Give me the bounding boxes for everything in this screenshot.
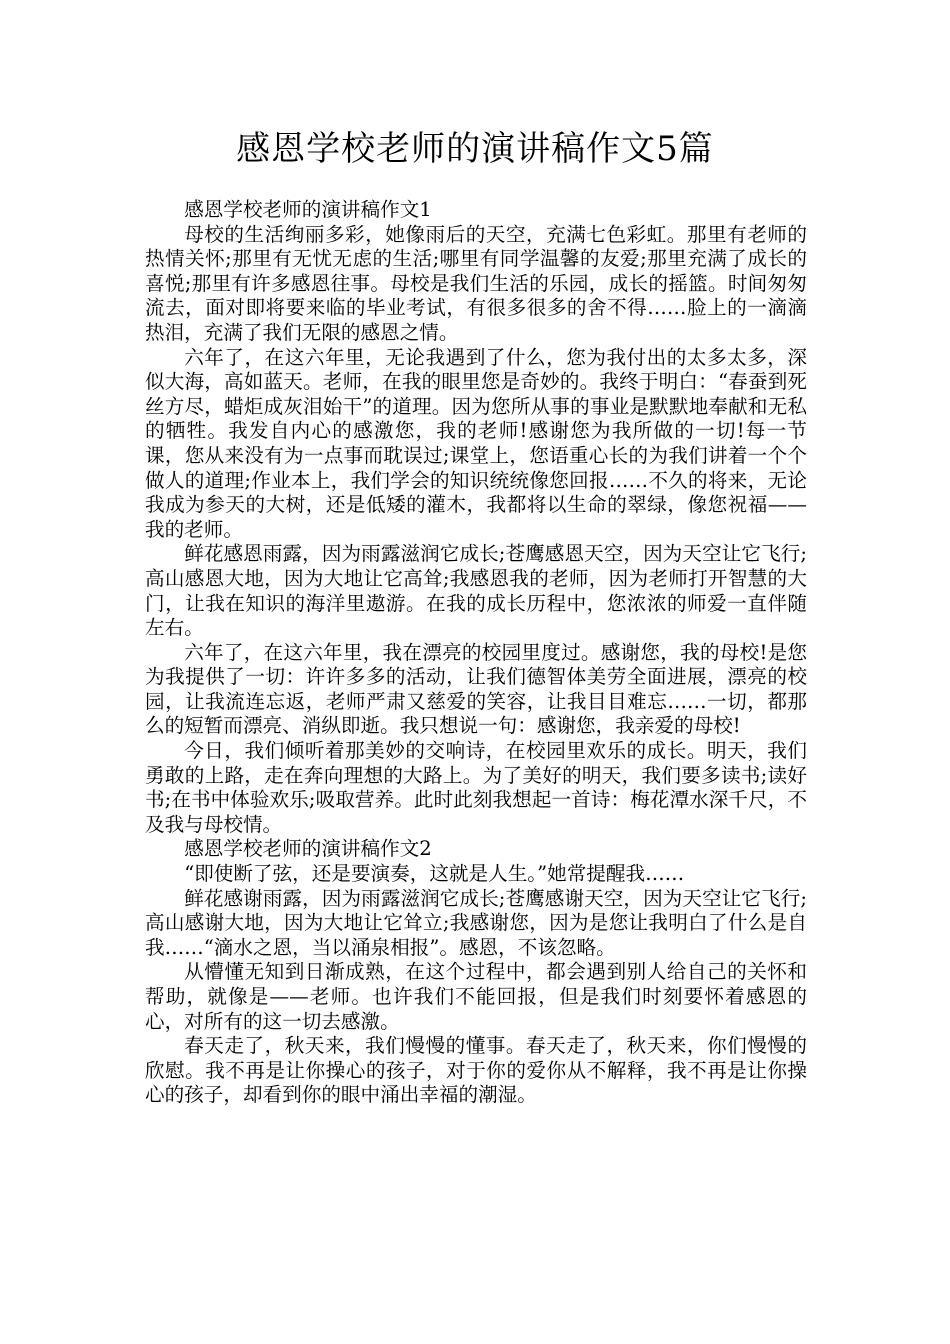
section-heading-2: 感恩学校老师的演讲稿作文2 [184, 837, 432, 861]
document-body [145, 198, 807, 1108]
paragraph: 春天走了，秋天来，我们慢慢的懂事。春天走了，秋天来，你们慢慢的欣慰。我不再是让你操心的孩子，对于你的爱你从不解释，我不再是让你操心的孩子，却看到你的眼中涌出幸福的潮湿。 [145, 1034, 807, 1107]
paragraph: 六年了，在这六年里，无论我遇到了什么，您为我付出的太多太多，深似大海，高如蓝天。老师，在我的眼里您是奇妙的。我终于明白：“春蚕到死丝方尽，蜡炬成灰泪始干”的道理。因为您所从事的事业是默默地奉献和无私的牺牲。我发自内心的感激您，我的老师!感谢您为我所做的一切!每一节课，您从来没有为一点事而耽误过;课堂上，您语重心长的为我们讲着一个个做人的道理;作业本上，我们学会的知识统统像您回报……不久的将来，无论我成为参天的大树，还是低矮的灌木，我都将以生命的翠绿，像您祝福——我的老师。 [145, 345, 807, 541]
document-title: 感恩学校老师的演讲稿作文5篇 [236, 129, 714, 169]
paragraph: 六年了，在这六年里，我在漂亮的校园里度过。感谢您，我的母校!是您为我提供了一切：许许多多的活动，让我们德智体美劳全面进展，漂亮的校园，让我流连忘返，老师严肃又慈爱的笑容，让我目目难忘……一切，都那么的短暂而漂亮、消纵即逝。我只想说一句：感谢您，我亲爱的母校! [145, 640, 807, 738]
paragraph: 从懵懂无知到日渐成熟，在这个过程中，都会遇到别人给自己的关怀和帮助，就像是——老师。也许我们不能回报，但是我们时刻要怀着感恩的心，对所有的这一切去感激。 [145, 960, 807, 1033]
paragraph: 母校的生活绚丽多彩，她像雨后的天空，充满七色彩虹。那里有老师的热情关怀;那里有无忧无虑的生活;哪里有同学温馨的友爱;那里充满了成长的喜悦;那里有许多感恩往事。母校是我们生活的乐园，成长的摇篮。时间匆匆流去，面对即将要来临的毕业考试，有很多很多的舍不得……脸上的一滴滴热泪，充满了我们无限的感恩之情。 [145, 222, 807, 344]
section-heading-1: 感恩学校老师的演讲稿作文1 [184, 198, 432, 221]
paragraph: 今日，我们倾听着那美妙的交响诗，在校园里欢乐的成长。明天，我们勇敢的上路，走在奔向理想的大路上。为了美好的明天，我们要多读书;读好书;在书中体验欢乐;吸取营养。此时此刻我想起一首诗：梅花潭水深千尺，不及我与母校情。 [145, 739, 807, 836]
paragraph: “即使断了弦，还是要演奏，这就是人生。”她常提醒我…… [184, 862, 685, 886]
paragraph: 鲜花感谢雨露，因为雨露滋润它成长;苍鹰感谢天空，因为天空让它飞行;高山感谢大地，因为大地让它耸立;我感谢您，因为是您让我明白了什么是自我……“滴水之恩，当以涌泉相报”。感恩，不该忽略。 [145, 886, 807, 959]
paragraph: 鲜花感恩雨露，因为雨露滋润它成长;苍鹰感恩天空，因为天空让它飞行;高山感恩大地，因为大地让它高耸;我感恩我的老师，因为老师打开智慧的大门，让我在知识的海洋里遨游。在我的成长历程中，您浓浓的师爱一直伴随左右。 [145, 542, 807, 640]
